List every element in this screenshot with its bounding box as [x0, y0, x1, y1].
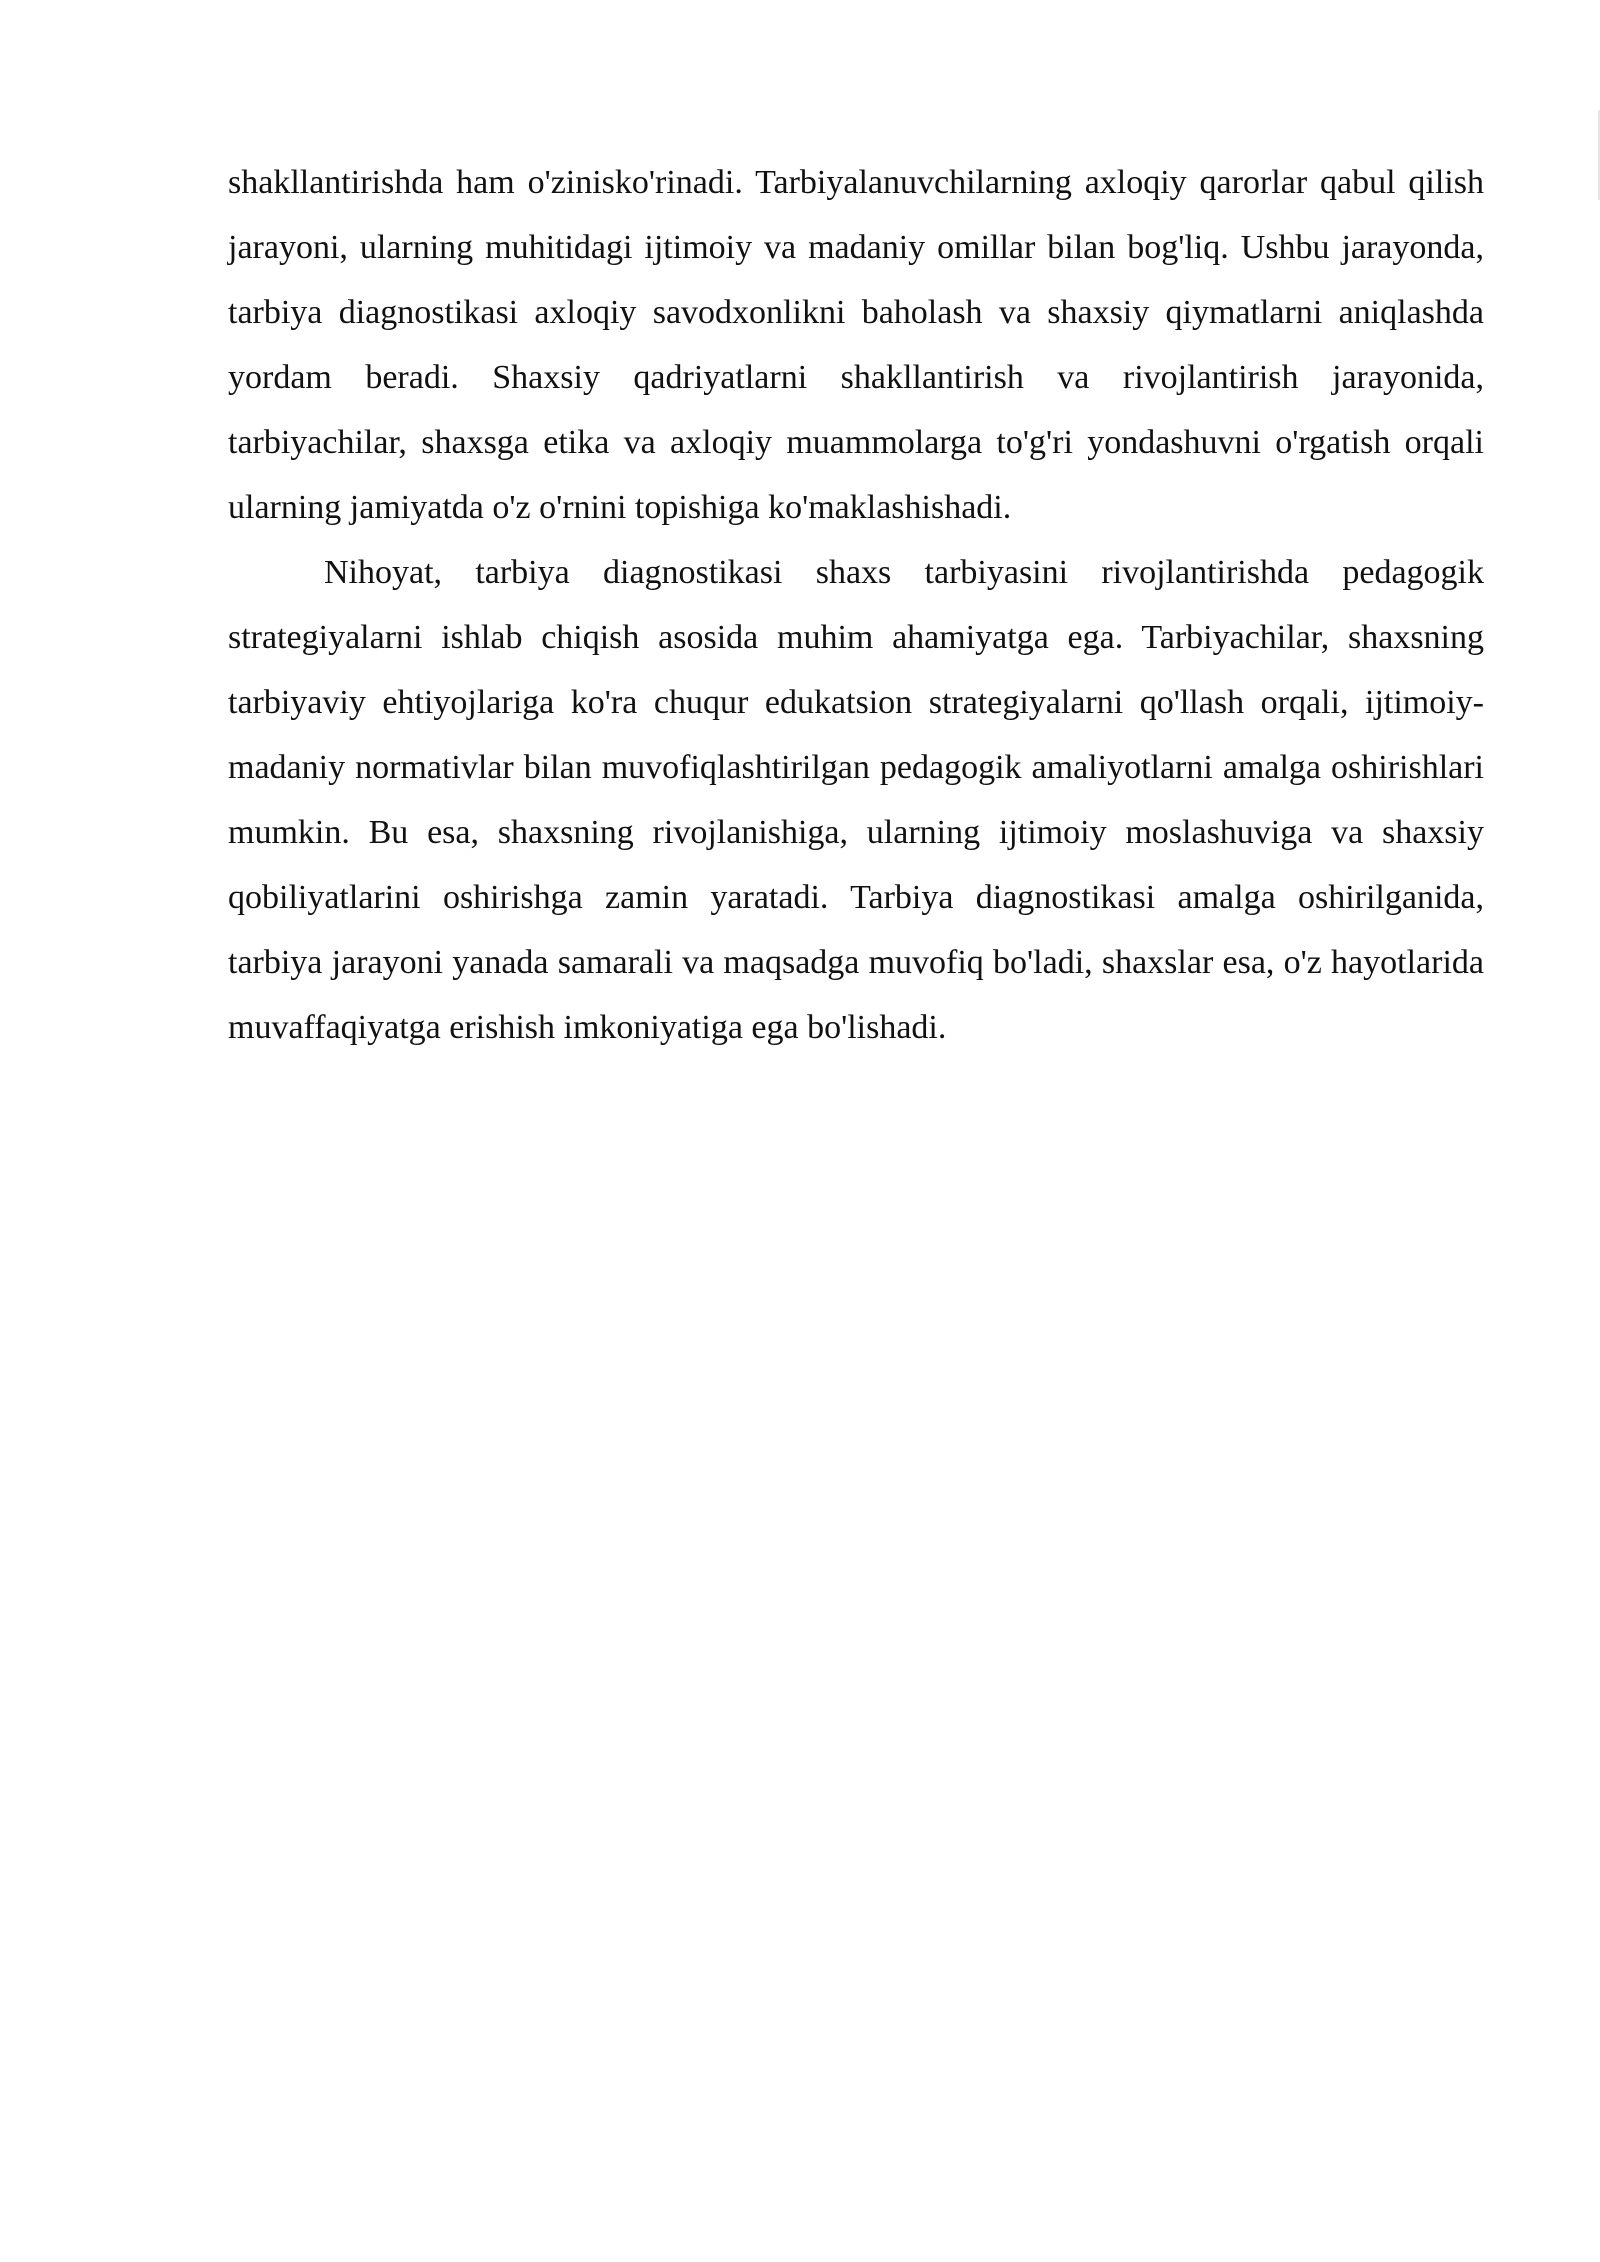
paragraph-continuation: shakllantirishda ham o'zinisko'rinadi. Tarbiyalanuvchilarning axloqiy qarorlar qabul qilish jarayoni, ularning muhitidagi ijtimoiy va madaniy omillar bilan bog'liq. Ushbu jarayonda, tarbiya diagnostikasi axloqiy savodxonlikni baholash va shaxsiy qiymatlarni aniqlashda yordam beradi. Shaxsiy qadriyatlarni shakllantirish va rivojlantirish jarayonida, tarbiyachilar, shaxsga etika va axloqiy muammolarga to'g'ri yondashuvni o'rgatish orqali ularning jamiyatda o'z o'rnini topishiga ko'maklashishadi.: [228, 164, 1484, 526]
document-body: [228, 150, 1484, 1060]
paragraph-conclusion: Nihoyat, tarbiya diagnostikasi shaxs tarbiyasini rivojlantirishda pedagogik strategiyalarni ishlab chiqish asosida muhim ahamiyatga ega. Tarbiyachilar, shaxsning tarbiyaviy ehtiyojlariga ko'ra chuqur edukatsion strategiyalarni qo'llash orqali, ijtimoiy-madaniy normativlar bilan muvofiqlashtirilgan pedagogik amaliyotlarni amalga oshirishlari mumkin. Bu esa, shaxsning rivojlanishiga, ularning ijtimoiy moslashuviga va shaxsiy qobiliyatlarini oshirishga zamin yaratadi. Tarbiya diagnostikasi amalga oshirilganida, tarbiya jarayoni yanada samarali va maqsadga muvofiq bo'ladi, shaxslar esa, o'z hayotlarida muvaffaqiyatga erishish imkoniyatiga ega bo'lishadi.: [228, 554, 1484, 1046]
